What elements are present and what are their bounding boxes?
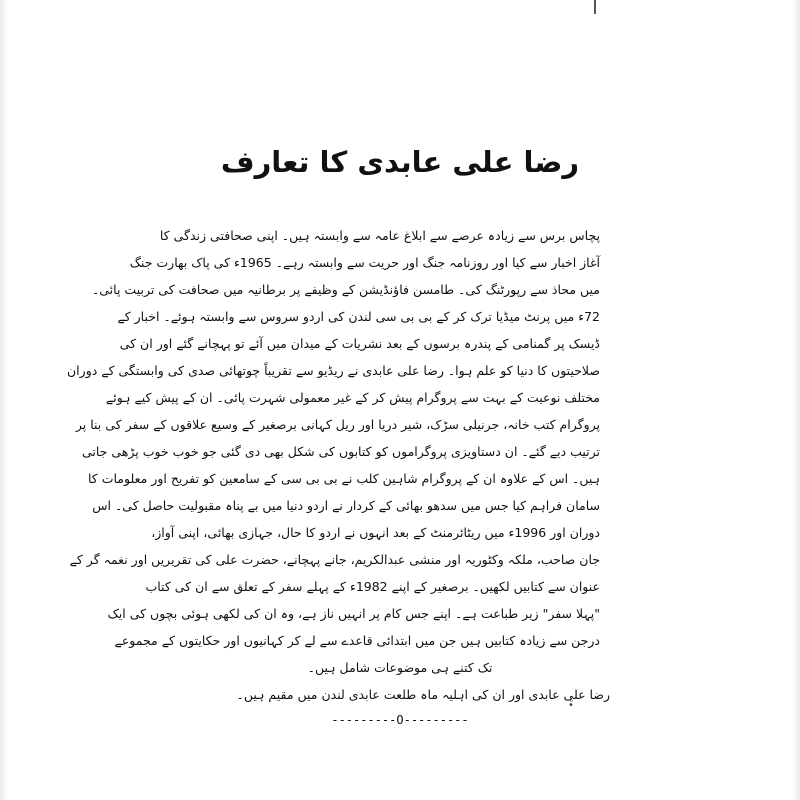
paragraph-line: "پہلا سفر" زیر طباعت ہے۔ اپنے جس کام پر انہیں ناز ہے، وہ ان کی لکھی ہوئی بچوں کی ایک xyxy=(107,606,600,621)
paragraph-line: صلاحیتوں کا دنیا کو علم ہوا۔ رضا علی عابدی نے ریڈیو سے تقریباً چوتھائی صدی کی وابستگی کے دوران xyxy=(67,363,600,378)
section-separator: ---------O--------- xyxy=(331,713,469,727)
paragraph-line: 72ء میں پرنٹ میڈیا ترک کر کے بی بی سی لندن کی اردو سروس سے وابستہ ہوئے۔ اخبار کے xyxy=(117,309,600,324)
paragraph-line: پروگرام کتب خانہ، جرنیلی سڑک، شیر دریا اور ریل کہانی برصغیر کے وسیع علاقوں کے سفر کی بنا پر xyxy=(75,417,600,432)
paragraph-line: پچاس برس سے زیادہ عرصے سے ابلاغ عامہ سے وابستہ ہیں۔ اپنی صحافتی زندگی کا xyxy=(159,228,600,243)
paragraph-line: میں محاذ سے رپورٹنگ کی۔ طامسن فاؤنڈیشن کے وظیفے پر برطانیہ میں صحافت کی تربیت پائی۔ xyxy=(91,282,600,297)
body-paragraph xyxy=(67,222,600,681)
paragraph-line: دوران اور 1996ء میں ریٹائرمنٹ کے بعد انہوں نے اردو کا حال، جہازی بھائی، اپنی آواز، xyxy=(151,525,600,540)
paragraph-line: سامان فراہم کیا جس میں سدھو بھائی کے کردار نے اردو دنیا میں بے پناہ مقبولیت حاصل کی۔ اس xyxy=(92,498,600,513)
paragraph-line: مختلف نوعیت کے بہت سے پروگرام پیش کر کے غیر معمولی شہرت پائی۔ ان کے پیش کیے ہوئے xyxy=(105,390,600,405)
paragraph-line: ترتیب دیے گئے۔ ان دستاویزی پروگراموں کو کتابوں کی شکل بھی دی گئی جو خوب خوب پڑھی جاتی xyxy=(81,444,600,459)
closing-line: رضا علی عابدی اور ان کی اہلیہ ماہ طلعت عابدی لندن میں مقیم ہیں۔ xyxy=(236,687,610,702)
page-title: رضا علی عابدی کا تعارف xyxy=(220,145,580,179)
paragraph-line: ہیں۔ اس کے علاوہ ان کے پروگرام شاہین کلب نے بی بی سی کے سامعین کو تفریح اور معلومات کا xyxy=(88,471,600,486)
paragraph-line: تک کتنے ہی موضوعات شامل ہیں۔ xyxy=(307,660,493,675)
margin-mark-icon: •̈ xyxy=(568,700,574,711)
paragraph-line: درجن سے زیادہ کتابیں ہیں جن میں ابتدائی قاعدے سے لے کر کہانیوں اور حکایتوں کے مجموعے xyxy=(114,633,600,648)
paragraph-line: ڈیسک پر گمنامی کے پندرہ برسوں کے بعد نشریات کے میدان میں آئے تو پہچانے گئے اور ان کی xyxy=(119,336,600,351)
page-top-mark xyxy=(594,0,596,14)
paragraph-line: عنوان سے کتابیں لکھیں۔ برصغیر کے اپنے 1982ء کے پہلے سفر کے تعلق سے ان کی کتاب xyxy=(145,579,600,594)
paragraph-line: جان صاحب، ملکہ وکٹوریہ اور منشی عبدالکریم، جانے پہچانے، حضرت علی کی تقریریں اور نغمہ گر کے xyxy=(69,552,600,567)
paragraph-line: آغاز اخبار سے کیا اور روزنامہ جنگ اور حریت سے وابستہ رہے۔ 1965ء کی پاک بھارت جنگ xyxy=(129,255,600,270)
